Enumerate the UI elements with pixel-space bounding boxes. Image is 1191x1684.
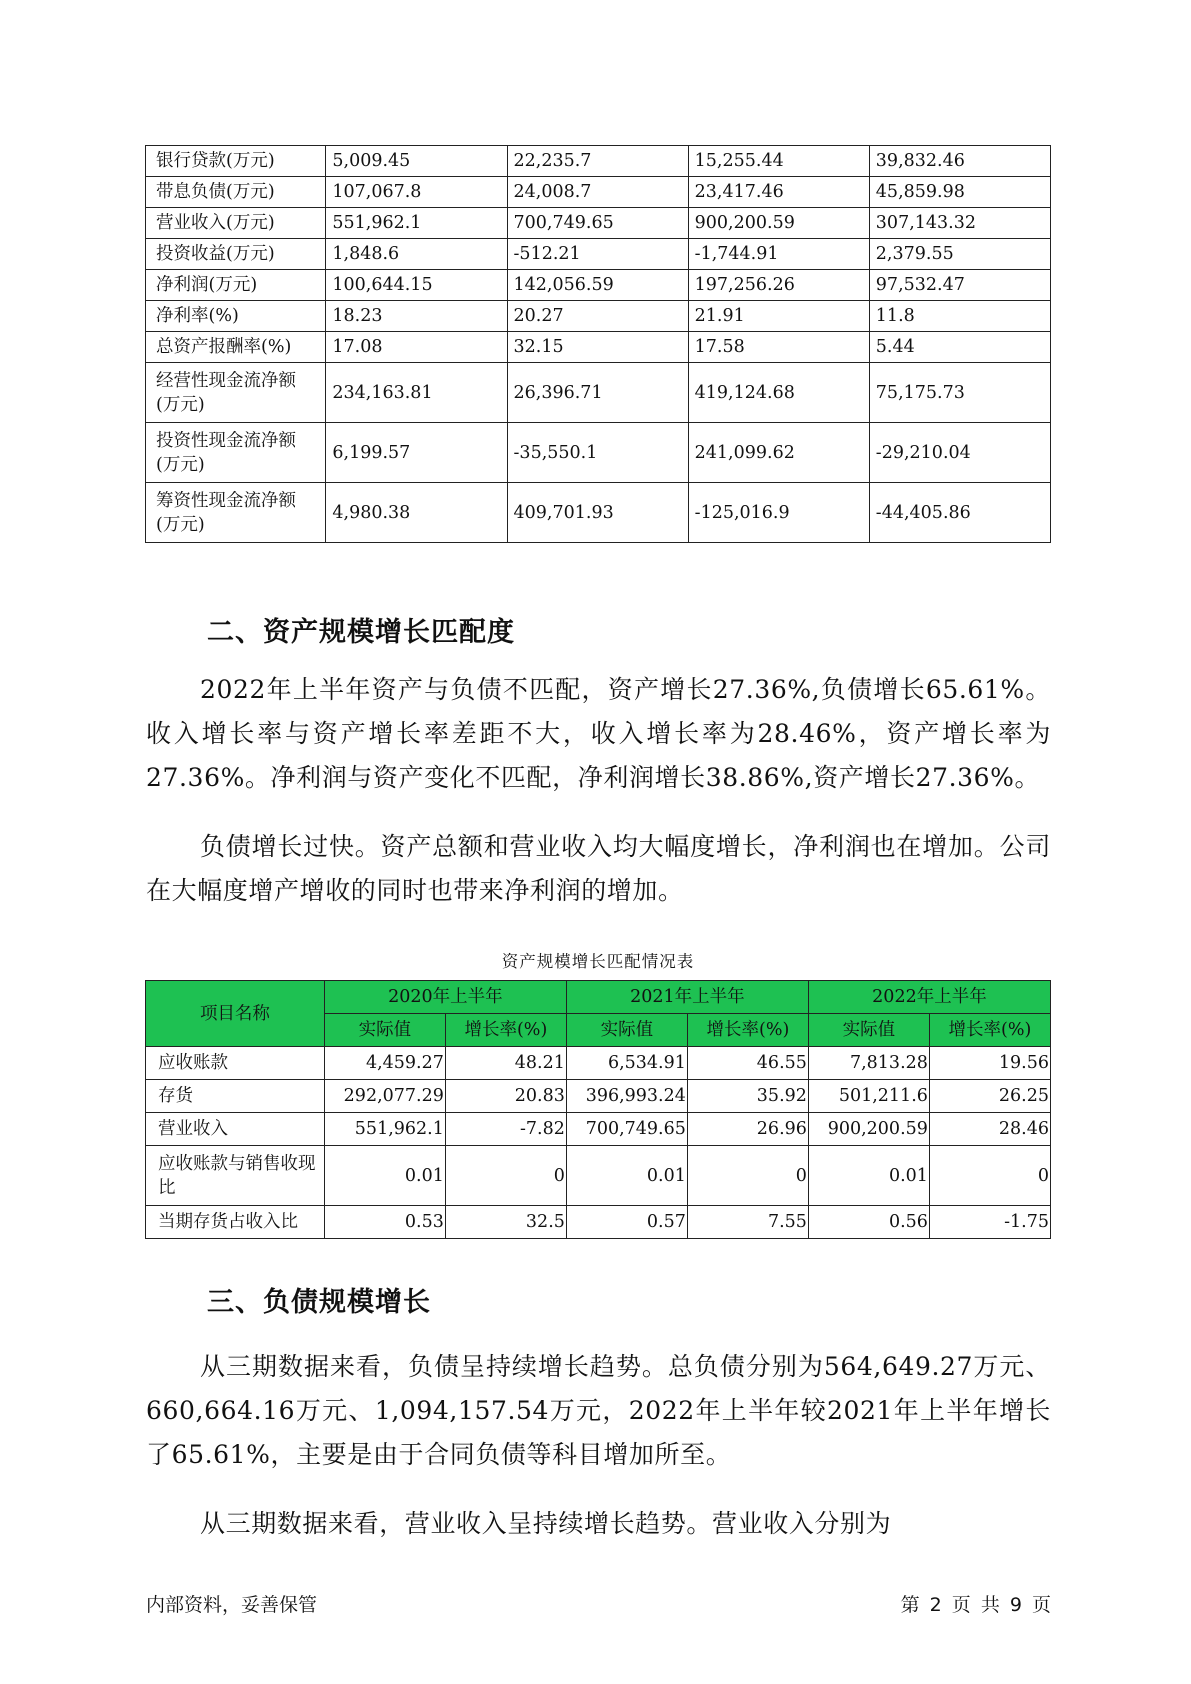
table-cell: 26.25 [929, 1080, 1050, 1113]
table-cell: 700,749.65 [566, 1113, 687, 1146]
row-label: 营业收入(万元) [146, 208, 326, 239]
table-cell: 18.23 [326, 301, 507, 332]
table-cell: 45,859.98 [869, 177, 1050, 208]
row-label: 带息负债(万元) [146, 177, 326, 208]
table-cell: 17.58 [688, 332, 869, 363]
table-cell: 0 [687, 1146, 808, 1206]
row-label: 存货 [146, 1080, 325, 1113]
table-cell: 1,848.6 [326, 239, 507, 270]
table-cell: 75,175.73 [869, 363, 1050, 423]
table-cell: 4,459.27 [324, 1047, 445, 1080]
row-label: 银行贷款(万元) [146, 146, 326, 177]
row-label: 应收账款与销售收现比 [146, 1146, 325, 1206]
table-cell: 0.56 [808, 1206, 929, 1239]
table-cell: 97,532.47 [869, 270, 1050, 301]
table-cell: 48.21 [445, 1047, 566, 1080]
column-header-actual: 实际值 [566, 1014, 687, 1047]
table-cell: 142,056.59 [507, 270, 688, 301]
table-cell: 20.27 [507, 301, 688, 332]
paragraph-asset-liability-match: 2022年上半年资产与负债不匹配，资产增长27.36%,负债增长65.61%。收入增长率与资产增长率差距不大，收入增长率为28.46%，资产增长率为27.36%。净利润与资产变化不匹配，净利润增长38.86%,资产增长27.36%。 [146, 675, 1051, 792]
paragraph-revenue-trend: 从三期数据来看，营业收入呈持续增长趋势。营业收入分别为 [200, 1509, 892, 1538]
table-row [146, 146, 1051, 177]
table-row [146, 208, 1051, 239]
table-cell: 21.91 [688, 301, 869, 332]
table-cell: 32.5 [445, 1206, 566, 1239]
table-cell: 6,534.91 [566, 1047, 687, 1080]
table-row [146, 1047, 1051, 1080]
column-header-item-name: 项目名称 [146, 981, 325, 1047]
table-cell: 307,143.32 [869, 208, 1050, 239]
section-heading-asset-growth: 二、资产规模增长匹配度 [207, 617, 515, 648]
table-row [146, 483, 1051, 543]
table-row [146, 270, 1051, 301]
table-cell: 4,980.38 [326, 483, 507, 543]
table-cell: -1.75 [929, 1206, 1050, 1239]
table-cell: 419,124.68 [688, 363, 869, 423]
table-cell: 292,077.29 [324, 1080, 445, 1113]
table-cell: 26,396.71 [507, 363, 688, 423]
table-cell: 409,701.93 [507, 483, 688, 543]
row-label: 应收账款 [146, 1047, 325, 1080]
table-row [146, 1080, 1051, 1113]
table-cell: 234,163.81 [326, 363, 507, 423]
table-cell: 0 [445, 1146, 566, 1206]
column-header-period: 2021年上半年 [566, 981, 808, 1014]
table-header-row [146, 981, 1051, 1014]
table-cell: -29,210.04 [869, 423, 1050, 483]
table-cell: 107,067.8 [326, 177, 507, 208]
table-row [146, 239, 1051, 270]
section-heading-liability-growth: 三、负债规模增长 [207, 1287, 431, 1318]
table-cell: 0.01 [324, 1146, 445, 1206]
table-cell: 15,255.44 [688, 146, 869, 177]
column-header-actual: 实际值 [324, 1014, 445, 1047]
table-cell: 26.96 [687, 1113, 808, 1146]
row-label: 经营性现金流净额(万元) [146, 363, 326, 423]
table-cell: 0 [929, 1146, 1050, 1206]
row-label: 净利率(%) [146, 301, 326, 332]
table-cell: -512.21 [507, 239, 688, 270]
table-cell: 241,099.62 [688, 423, 869, 483]
table-row [146, 363, 1051, 423]
row-label: 净利润(万元) [146, 270, 326, 301]
row-label: 投资性现金流净额(万元) [146, 423, 326, 483]
table-cell: 100,644.15 [326, 270, 507, 301]
table-cell: 5.44 [869, 332, 1050, 363]
table-row [146, 177, 1051, 208]
table-cell: 24,008.7 [507, 177, 688, 208]
table-cell: 6,199.57 [326, 423, 507, 483]
table-row [146, 332, 1051, 363]
column-header-growth: 增长率(%) [445, 1014, 566, 1047]
table-cell: 19.56 [929, 1047, 1050, 1080]
table-cell: 0.53 [324, 1206, 445, 1239]
column-header-period: 2020年上半年 [324, 981, 566, 1014]
table-cell: -35,550.1 [507, 423, 688, 483]
table-cell: 5,009.45 [326, 146, 507, 177]
financial-summary-table [145, 145, 1051, 543]
table-cell: 46.55 [687, 1047, 808, 1080]
table-cell: 501,211.6 [808, 1080, 929, 1113]
table-cell: 551,962.1 [324, 1113, 445, 1146]
footer-page-number: 第 2 页 共 9 页 [900, 1594, 1051, 1616]
table-cell: 22,235.7 [507, 146, 688, 177]
column-header-period: 2022年上半年 [808, 981, 1050, 1014]
table-row [146, 1146, 1051, 1206]
table-cell: 551,962.1 [326, 208, 507, 239]
table-cell: 7.55 [687, 1206, 808, 1239]
table-cell: 35.92 [687, 1080, 808, 1113]
table-cell: 900,200.59 [808, 1113, 929, 1146]
table-row [146, 423, 1051, 483]
row-label: 营业收入 [146, 1113, 325, 1146]
table-cell: 197,256.26 [688, 270, 869, 301]
paragraph-liability-growth: 负债增长过快。资产总额和营业收入均大幅度增长，净利润也在增加。公司在大幅度增产增收的同时也带来净利润的增加。 [146, 832, 1051, 905]
table-cell: 17.08 [326, 332, 507, 363]
table-caption: 资产规模增长匹配情况表 [501, 952, 695, 971]
table-cell: 0.57 [566, 1206, 687, 1239]
table-cell: -125,016.9 [688, 483, 869, 543]
row-label: 筹资性现金流净额(万元) [146, 483, 326, 543]
table-cell: -44,405.86 [869, 483, 1050, 543]
column-header-actual: 实际值 [808, 1014, 929, 1047]
table-cell: 20.83 [445, 1080, 566, 1113]
table-cell: 7,813.28 [808, 1047, 929, 1080]
table-row [146, 1206, 1051, 1239]
table-row [146, 1113, 1051, 1146]
column-header-growth: 增长率(%) [929, 1014, 1050, 1047]
table-cell: -1,744.91 [688, 239, 869, 270]
table-row [146, 301, 1051, 332]
table-cell: 28.46 [929, 1113, 1050, 1146]
table-cell: 396,993.24 [566, 1080, 687, 1113]
paragraph-liability-trend: 从三期数据来看，负债呈持续增长趋势。总负债分别为564,649.27万元、660,664.16万元、1,094,157.54万元，2022年上半年较2021年上半年增长了65.61%，主要是由于合同负债等科目增加所至。 [146, 1352, 1051, 1469]
table-cell: 900,200.59 [688, 208, 869, 239]
row-label: 投资收益(万元) [146, 239, 326, 270]
table-cell: 32.15 [507, 332, 688, 363]
footer-confidential-note: 内部资料，妥善保管 [146, 1594, 318, 1616]
table-cell: -7.82 [445, 1113, 566, 1146]
table-cell: 23,417.46 [688, 177, 869, 208]
table-cell: 0.01 [566, 1146, 687, 1206]
table-cell: 2,379.55 [869, 239, 1050, 270]
row-label: 当期存货占收入比 [146, 1206, 325, 1239]
column-header-growth: 增长率(%) [687, 1014, 808, 1047]
table-cell: 11.8 [869, 301, 1050, 332]
table-cell: 39,832.46 [869, 146, 1050, 177]
asset-growth-match-table [145, 980, 1051, 1239]
table-cell: 0.01 [808, 1146, 929, 1206]
table-cell: 700,749.65 [507, 208, 688, 239]
row-label: 总资产报酬率(%) [146, 332, 326, 363]
